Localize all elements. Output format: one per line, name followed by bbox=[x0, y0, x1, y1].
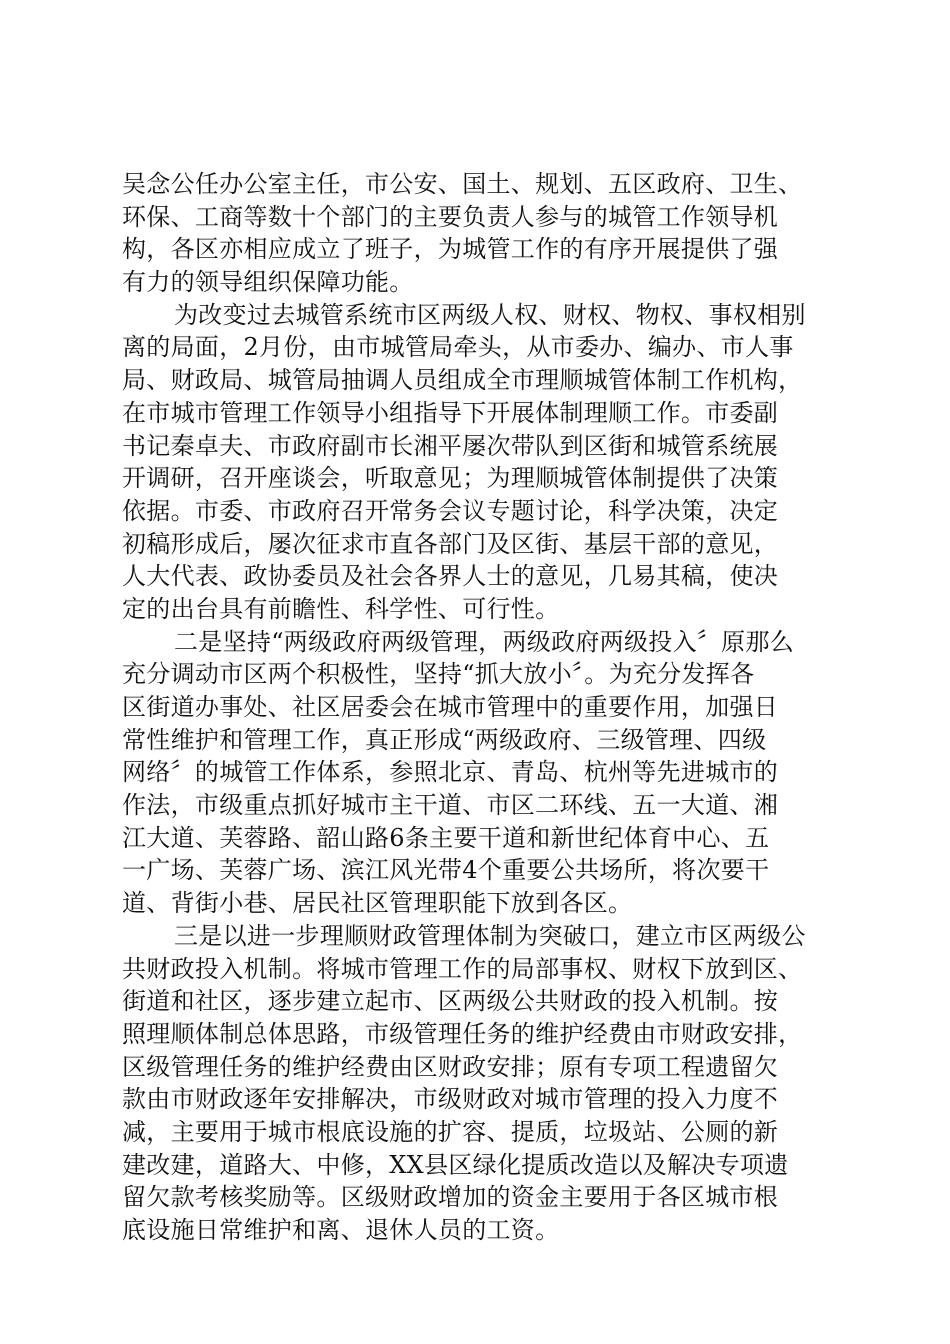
text-line: 留欠款考核奖励等。区级财政增加的资金主要用于各区城市根 bbox=[122, 1183, 779, 1212]
text-line: 离的局面，2月份，由市城管局牵头，从市委办、编办、市人事 bbox=[122, 333, 794, 362]
text-line: 开调研，召开座谈会，听取意见；为理顺城管体制提供了决策 bbox=[122, 464, 779, 493]
text-line: 网络〞的城管工作体系，参照北京、青岛、杭州等先进城市的 bbox=[122, 758, 779, 787]
text-line: 依据。市委、市政府召开常务会议专题讨论，科学决策，决定 bbox=[122, 496, 779, 525]
paragraph-2 bbox=[122, 299, 834, 626]
text-line: 初稿形成后，屡次征求市直各部门及区街、基层干部的意见， bbox=[122, 529, 779, 558]
text-line: 局、财政局、城管局抽调人员组成全市理顺城管体制工作机构， bbox=[122, 366, 803, 395]
text-line: 款由市财政逐年安排解决，市级财政对城市管理的投入力度不 bbox=[122, 1085, 779, 1114]
text-line: 为改变过去城管系统市区两级人权、财权、物权、事权相别 bbox=[174, 300, 806, 329]
text-line: 书记秦卓夫、市政府副市长湘平屡次带队到区街和城管系统展 bbox=[122, 431, 779, 460]
text-line: 一广场、芙蓉广场、滨江风光带4个重要公共场所，将次要干 bbox=[122, 856, 770, 885]
text-line: 道、背街小巷、居民社区管理职能下放到各区。 bbox=[122, 889, 633, 918]
text-line: 有力的领导组织保障功能。 bbox=[122, 268, 414, 297]
text-line: 底设施日常维护和离、退休人员的工资。 bbox=[122, 1216, 560, 1244]
text-line: 二是坚持“两级政府两级管理，两级政府两级投入〞原那么 bbox=[174, 627, 795, 656]
text-line: 建改建，道路大、中修，XX县区绿化提质改造以及解决专项遗 bbox=[122, 1150, 789, 1179]
text-line: 减，主要用于城市根底设施的扩容、提质，垃圾站、公厕的新 bbox=[122, 1117, 779, 1146]
text-line: 常性维护和管理工作，真正形成“两级政府、三级管理、四级 bbox=[122, 725, 767, 754]
text-line: 充分调动市区两个积极性，坚持“抓大放小〞。为充分发挥各 bbox=[122, 660, 755, 689]
text-line: 共财政投入机制。将城市管理工作的局部事权、财权下放到区、 bbox=[122, 954, 803, 983]
text-line: 江大道、芙蓉路、韶山路6条主要干道和新世纪体育中心、五 bbox=[122, 823, 770, 852]
text-line: 三是以进一步理顺财政管理体制为突破口，建立市区两级公 bbox=[174, 921, 806, 950]
text-line: 街道和社区，逐步建立起市、区两级公共财政的投入机制。按 bbox=[122, 987, 779, 1016]
paragraph-1 bbox=[122, 168, 834, 299]
text-line: 区街道办事处、社区居委会在城市管理中的重要作用，加强日 bbox=[122, 693, 779, 721]
text-line: 作法，市级重点抓好城市主干道、市区二环线、五一大道、湘 bbox=[122, 791, 779, 820]
document-body bbox=[122, 168, 834, 1247]
text-line: 定的出台具有前瞻性、科学性、可行性。 bbox=[122, 594, 560, 623]
text-line: 构，各区亦相应成立了班子，为城管工作的有序开展提供了强 bbox=[122, 235, 779, 264]
text-line: 环保、工商等数十个部门的主要负责人参与的城管工作领导机 bbox=[122, 202, 779, 231]
text-line: 人大代表、政协委员及社会各界人士的意见，几易其稿，使决 bbox=[122, 562, 779, 591]
text-line: 吴念公任办公室主任，市公安、国土、规划、五区政府、卫生、 bbox=[122, 170, 803, 198]
paragraph-3 bbox=[122, 626, 834, 920]
paragraph-4 bbox=[122, 920, 834, 1247]
text-line: 照理顺体制总体思路，市级管理任务的维护经费由市财政安排， bbox=[122, 1019, 803, 1048]
text-line: 在市城市管理工作领导小组指导下开展体制理顺工作。市委副 bbox=[122, 398, 779, 427]
text-line: 区级管理任务的维护经费由区财政安排；原有专项工程遗留欠 bbox=[122, 1052, 779, 1081]
